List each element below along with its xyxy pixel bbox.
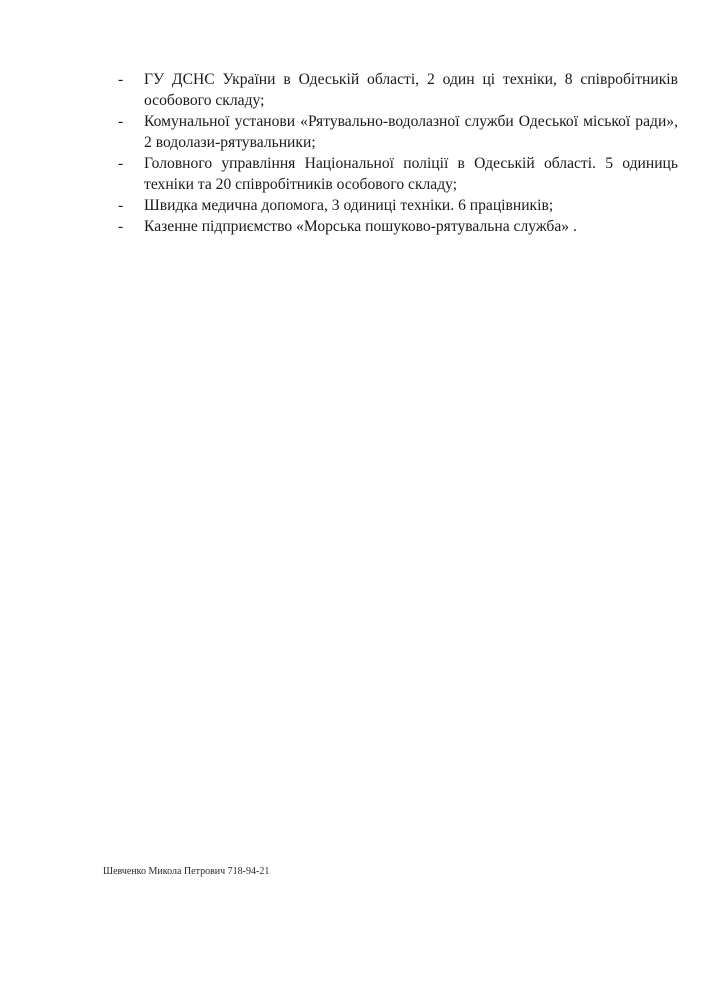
list-item-text: Казенне підприємство «Морська пошуково-рятувальна служба» . <box>144 218 577 235</box>
list-item-text: Швидка медична допомога, 3 одиниці техніки. 6 працівників; <box>144 197 554 214</box>
list-item <box>118 69 678 111</box>
bullet-list <box>118 69 678 237</box>
bullet-marker: - <box>118 197 124 214</box>
list-item <box>118 216 678 237</box>
bullet-marker: - <box>118 218 124 235</box>
list-item-text: Головного управління Національної поліції в Одеській області. 5 одиниць техніки та 20 співробітників особового складу; <box>144 155 678 193</box>
list-item-text: Комунальної установи «Рятувально-водолазної служби Одеської міської ради», 2 водолази-рятувальники; <box>144 113 678 151</box>
bullet-marker: - <box>118 155 124 172</box>
list-item-text: ГУ ДСНС України в Одеській області, 2 один ці техніки, 8 співробітників особового складу; <box>144 71 678 109</box>
list-item <box>118 195 678 216</box>
list-item <box>118 111 678 153</box>
executor-contact-note: Шевченко Микола Петрович 718-94-21 <box>103 866 270 877</box>
bullet-marker: - <box>118 113 124 130</box>
bullet-marker: - <box>118 71 124 88</box>
list-item <box>118 153 678 195</box>
